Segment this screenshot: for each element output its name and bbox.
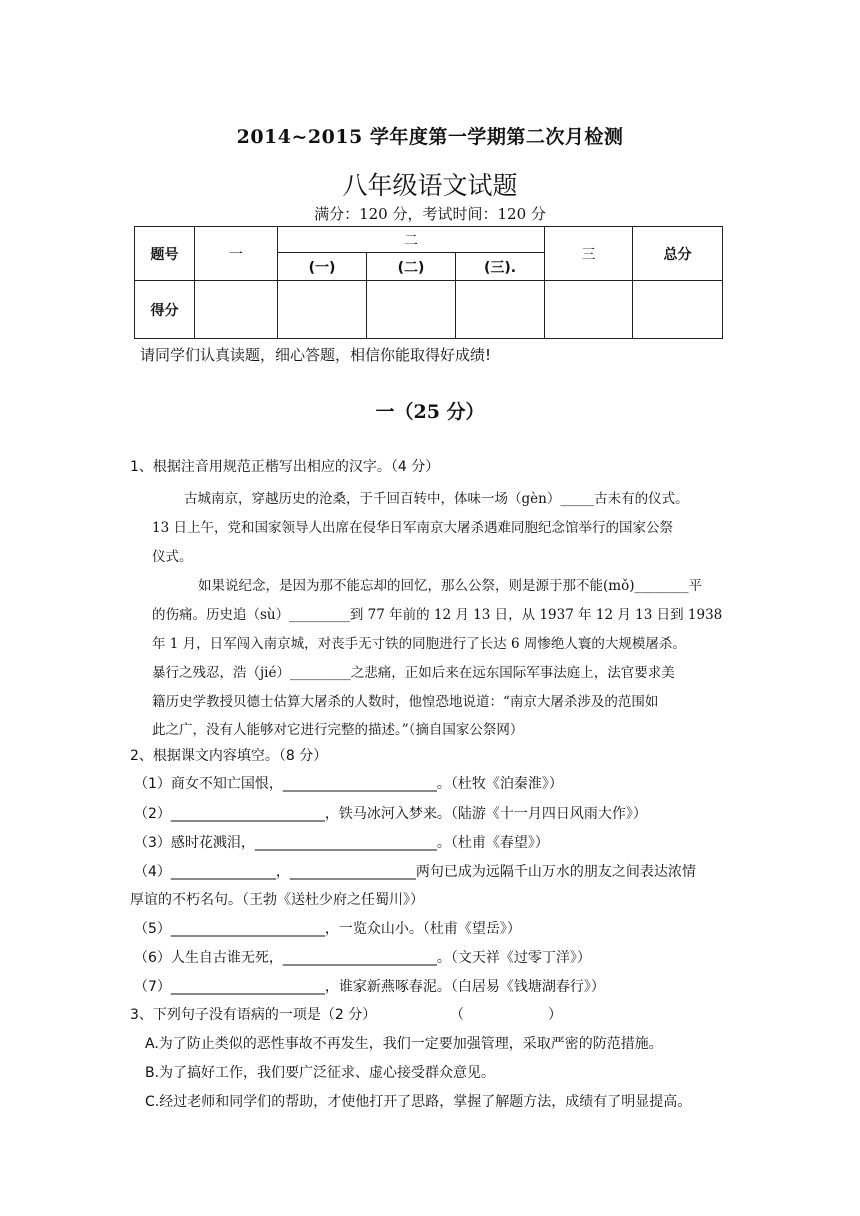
col-total-header: 总分 — [633, 227, 723, 281]
q1-passage2-line1: 如果说纪念，是因为那不能忘却的回忆，那么公祭，则是源于那不能(mǒ)________平 — [198, 578, 702, 594]
q1-passage1-line3: 仪式。 — [152, 549, 193, 565]
q3-option-b: B.为了搞好工作，我们要广泛征求、虚心接受群众意见。 — [145, 1065, 496, 1081]
encouragement-text: 请同学们认真读题，细心答题，相信你能取得好成绩! — [140, 346, 492, 364]
exam-meta: 满分：120 分，考试时间：120 分 — [314, 205, 546, 223]
q1-passage1-line1: 古城南京，穿越历史的沧桑，于千回百转中，体味一场（gèn）_____古未有的仪式。 — [184, 491, 689, 507]
q1-passage1-line2: 13 日上午，党和国家领导人出席在侵华日军南京大屠杀遇难同胞纪念馆举行的国家公祭 — [152, 520, 673, 536]
exam-subtitle: 八年级语文试题 — [342, 171, 518, 200]
q2-item-1: （1）商女不知亡国恨，______________________。（杜牧《泊秦淮》） — [134, 776, 563, 792]
q2-item-5: （5）______________________，一览众山小。（杜甫《望岳》） — [134, 921, 521, 937]
q3-option-c: C.经过老师和同学们的帮助，才使他打开了思路，掌握了解题方法，成绩有了明显提高。 — [145, 1094, 692, 1110]
q2-item-6: （6）人生自古谁无死，______________________。（文天祥《过零丁洋》） — [134, 950, 591, 966]
col-two-header: 二 — [278, 227, 545, 253]
q1-passage2-line2: 的伤痛。历史追（sù）_________到 77 年前的 12 月 13 日，从 1937 年 12 月 13 日到 1938 — [152, 607, 723, 623]
q2-item-3: （3）感时花溅泪，__________________________。（杜甫《春望》） — [134, 835, 549, 851]
q3-stem: 3、下列句子没有语病的一项是（2 分） — [130, 1007, 377, 1023]
row-header-label: 题号 — [135, 227, 195, 281]
q2-item-4-cont: 厚谊的不朽名句。（王勃《送杜少府之任蜀川》） — [130, 892, 424, 908]
score-cell-one[interactable] — [195, 281, 278, 339]
q2-stem: 2、根据课文内容填空。（8 分） — [130, 748, 328, 764]
q1-passage2-line3: 年 1 月，日军闯入南京城，对丧手无寸铁的同胞进行了长达 6 周惨绝人寰的大规模屠杀。 — [152, 636, 686, 652]
score-cell-three[interactable] — [545, 281, 633, 339]
q2-item-2: （2）______________________，铁马冰河入梦来。（陆游《十一月四日风雨大作》） — [134, 806, 647, 822]
score-cell-two-1[interactable] — [278, 281, 367, 339]
sub-col-2: (二) — [367, 253, 456, 281]
q1-passage2-line4: 暴行之残忍，浩（jié）_________之悲痛，正如后来在远东国际军事法庭上，法官要求美 — [152, 665, 675, 681]
score-cell-two-2[interactable] — [367, 281, 456, 339]
q2-item-7: （7）______________________，谁家新燕啄春泥。（白居易《钱塘湖春行》） — [134, 979, 605, 995]
q3-answer-paren[interactable]: （ ） — [450, 1007, 562, 1023]
exam-title: 2014~2015 学年度第一学期第二次月检测 — [236, 126, 624, 148]
q1-passage2-line5: 籍历史学教授贝德士估算大屠杀的人数时，他惶恐地说道：“南京大屠杀涉及的范围如 — [152, 694, 659, 710]
row-score-label: 得分 — [135, 281, 195, 339]
q1-passage2-line6: 此之广，没有人能够对它进行完整的描述。”（摘自国家公祭网） — [152, 722, 524, 738]
q3-option-a: A.为了防止类似的恶性事故不再发生，我们一定要加强管理，采取严密的防范措施。 — [145, 1036, 663, 1052]
score-table — [134, 226, 723, 339]
sub-col-3: (三). — [456, 253, 545, 281]
q2-item-4: （4）_______________，__________________两句已成为远隔千山万水的朋友之间表达浓情 — [134, 864, 696, 880]
score-cell-two-3[interactable] — [456, 281, 545, 339]
q1-stem: 1、根据注音用规范正楷写出相应的汉字。（4 分） — [130, 459, 440, 475]
col-one-header: 一 — [195, 227, 278, 281]
col-three-header: 三 — [545, 227, 633, 281]
score-cell-total[interactable] — [633, 281, 723, 339]
section-title: 一（25 分） — [375, 401, 485, 423]
sub-col-1: (一) — [278, 253, 367, 281]
